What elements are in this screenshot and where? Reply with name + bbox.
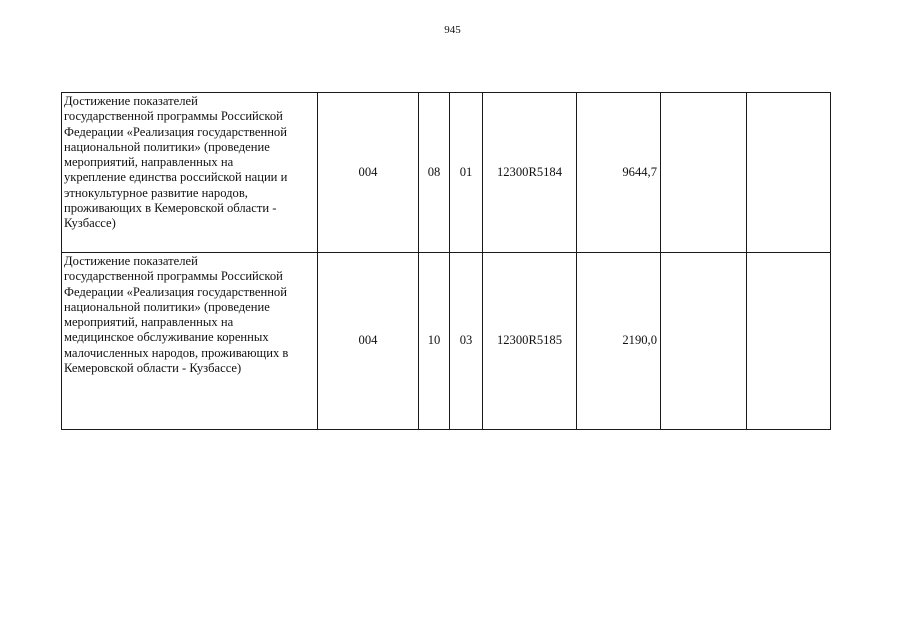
section-code: 10 [419, 253, 450, 430]
table-row [62, 93, 831, 253]
subsection-code: 03 [450, 253, 483, 430]
empty-cell [661, 253, 747, 430]
row-description: Достижение показателей государственной программы Российской Федерации «Реализация государственной национальной политики» (проведение мероприятий, направленных на медицинское обслуживание коренных малочисленных народов, проживающих в Кемеровской области - Кузбассе) [62, 253, 318, 430]
empty-cell [661, 93, 747, 253]
target-article-code: 12300R5185 [483, 253, 577, 430]
subsection-code: 01 [450, 93, 483, 253]
empty-cell [747, 253, 831, 430]
empty-cell [747, 93, 831, 253]
budget-table [61, 92, 831, 430]
row-description: Достижение показателей государственной программы Российской Федерации «Реализация государственной национальной политики» (проведение мероприятий, направленных на укрепление единства российской нации и этнокультурное развитие народов, проживающих в Кемеровской области - Кузбассе) [62, 93, 318, 253]
table-row [62, 253, 831, 430]
page-number: 945 [444, 24, 461, 36]
amount-value: 2190,0 [577, 253, 661, 430]
amount-value: 9644,7 [577, 93, 661, 253]
ministry-code: 004 [318, 253, 419, 430]
target-article-code: 12300R5184 [483, 93, 577, 253]
section-code: 08 [419, 93, 450, 253]
ministry-code: 004 [318, 93, 419, 253]
